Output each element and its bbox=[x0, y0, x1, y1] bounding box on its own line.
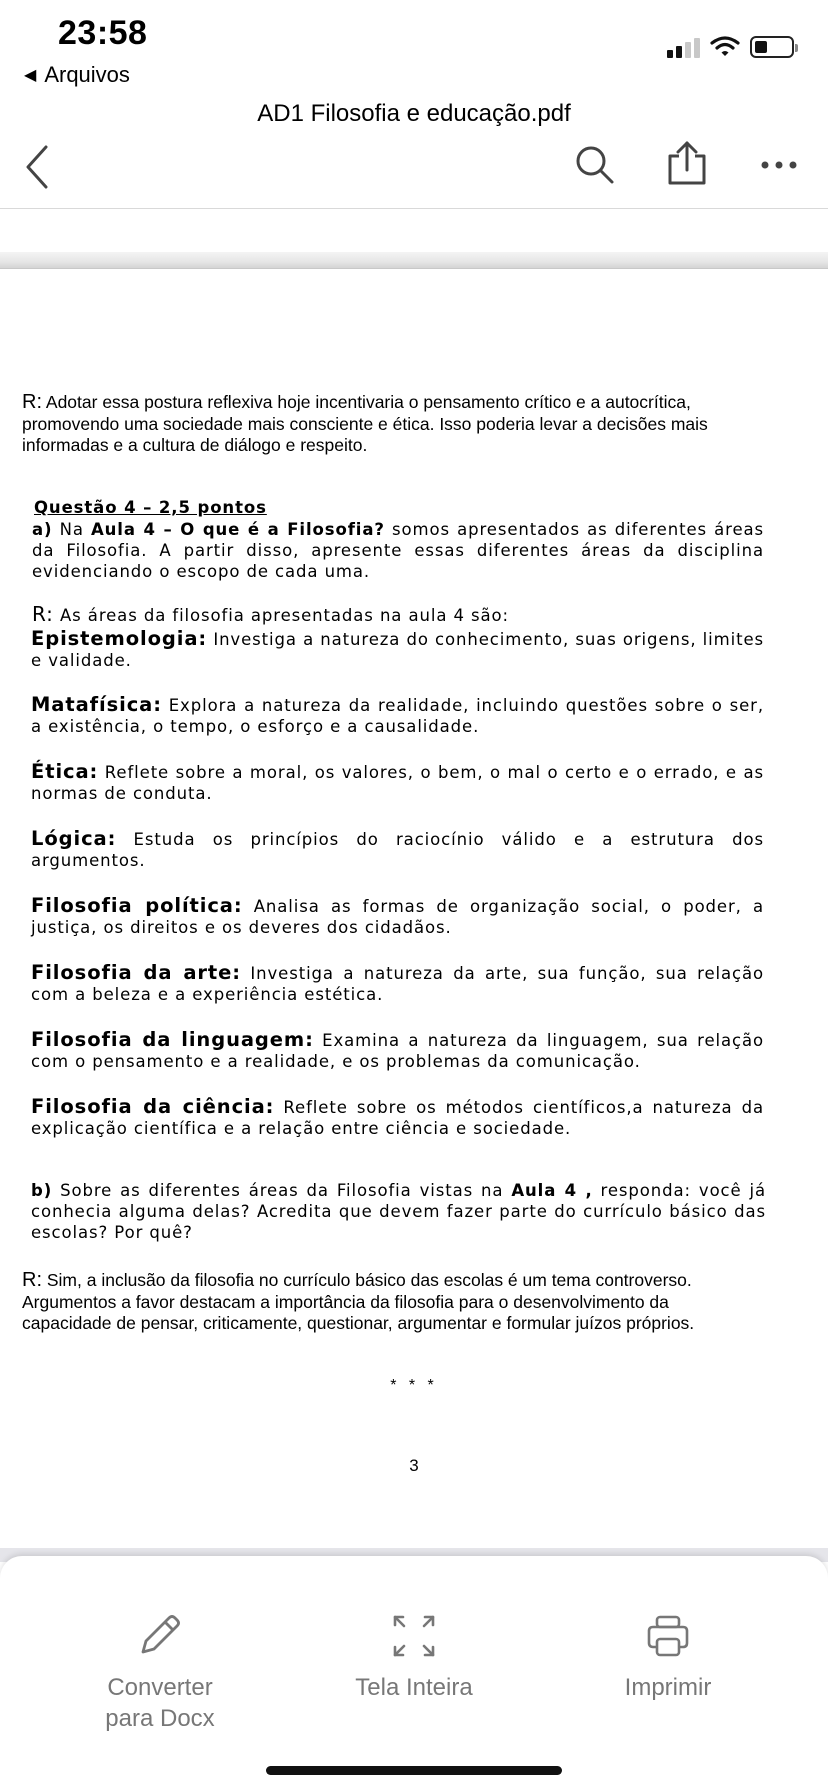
back-to-app-link[interactable] bbox=[24, 62, 130, 88]
answer-intro bbox=[32, 604, 772, 626]
area-term: Filosofia da arte: bbox=[31, 961, 241, 984]
area-term: Filosofia da ciência: bbox=[31, 1095, 275, 1118]
area-term: Matafísica: bbox=[31, 693, 162, 716]
area-logica bbox=[31, 828, 764, 871]
search-icon[interactable] bbox=[575, 145, 615, 185]
more-options-icon[interactable] bbox=[760, 160, 798, 170]
question-a bbox=[32, 519, 764, 582]
reply-label: R: bbox=[22, 1269, 42, 1291]
question-b-bold: Aula 4 , bbox=[511, 1181, 593, 1200]
area-desc: Estuda os princípios do raciocínio válido e a estrutura dos argumentos. bbox=[31, 830, 764, 870]
back-chevron-icon[interactable] bbox=[24, 145, 50, 189]
area-epistemologia bbox=[31, 628, 764, 671]
area-desc: Explora a natureza da realidade, incluindo questões sobre o ser, a existência, o tempo, o esforço e a causalidade. bbox=[31, 696, 764, 736]
section-separator: * * * bbox=[390, 1377, 438, 1394]
back-triangle-icon: ◀ bbox=[24, 67, 37, 84]
area-filosofia-ciencia bbox=[31, 1096, 764, 1139]
question-b-text: responda: você já conhecia alguma delas? Acredita que devem fazer parte do currículo básico das escolas? Por quê? bbox=[31, 1181, 766, 1242]
question-a-text: somos apresentados as diferentes áreas da Filosofia. A partir disso, apresente essas diferentes áreas da disciplina evidenciando o escopo de cada uma. bbox=[32, 520, 764, 581]
wifi-icon bbox=[710, 36, 740, 58]
area-desc: Examina a natureza da linguagem, sua relação com o pensamento e a realidade, e os problemas da comunicação. bbox=[31, 1031, 764, 1071]
area-desc: Reflete sobre a moral, os valores, o bem, o mal o certo e o errado, e as normas de conduta. bbox=[31, 763, 764, 803]
area-filosofia-politica bbox=[31, 895, 764, 938]
cellular-signal-icon bbox=[667, 36, 700, 58]
convert-docx-button[interactable] bbox=[80, 1612, 240, 1734]
print-label: Imprimir bbox=[624, 1674, 712, 1701]
area-metafisica bbox=[31, 694, 764, 737]
question-a-bold: Aula 4 – O que é a Filosofia? bbox=[90, 520, 385, 539]
fullscreen-button[interactable] bbox=[334, 1614, 494, 1703]
area-filosofia-linguagem bbox=[31, 1029, 764, 1072]
area-term: Filosofia política: bbox=[31, 894, 243, 917]
share-icon[interactable] bbox=[666, 140, 708, 186]
reply-paragraph-1 bbox=[22, 392, 762, 457]
document-title: AD1 Filosofia e educação.pdf bbox=[257, 100, 571, 127]
page-number: 3 bbox=[409, 1456, 419, 1475]
pdf-page[interactable] bbox=[0, 268, 828, 1556]
home-indicator bbox=[266, 1766, 562, 1775]
back-app-label: Arquivos bbox=[44, 62, 130, 87]
reply-text: Adotar essa postura reflexiva hoje incentivaria o pensamento crítico e a autocrítica, promovendo uma sociedade mais consciente e ética. Isso poderia levar a decisões mais informadas e a cultura de diálogo e respeito. bbox=[22, 392, 708, 455]
area-etica bbox=[31, 761, 764, 804]
area-term: Ética: bbox=[31, 760, 99, 783]
convert-label-line2: para Docx bbox=[105, 1705, 215, 1732]
area-desc: Reflete sobre os métodos científicos,a natureza da explicação científica e a relação entre ciência e sociedade. bbox=[31, 1098, 764, 1138]
question-b-pre: Sobre as diferentes áreas da Filosofia vistas na bbox=[52, 1181, 512, 1200]
question-heading: Questão 4 – 2,5 pontos bbox=[34, 498, 267, 517]
area-term: Epistemologia: bbox=[31, 627, 208, 650]
answer-intro-text: As áreas da filosofia apresentadas na aula 4 são: bbox=[53, 606, 509, 625]
area-desc: Analisa as formas de organização social, o poder, a justiça, os direitos e os deveres dos cidadãos. bbox=[31, 897, 764, 937]
pencil-icon bbox=[137, 1612, 183, 1658]
expand-icon bbox=[392, 1614, 436, 1658]
area-desc: Investiga a natureza do conhecimento, suas origens, limites e validade. bbox=[31, 630, 764, 670]
nav-divider bbox=[0, 208, 828, 209]
area-desc: Investiga a natureza da arte, sua função, sua relação com a beleza e a experiência estética. bbox=[31, 964, 764, 1004]
area-term: Lógica: bbox=[31, 827, 117, 850]
convert-label-line1: Converter bbox=[107, 1674, 213, 1701]
area-term: Filosofia da linguagem: bbox=[31, 1028, 314, 1051]
reply-text: Sim, a inclusão da filosofia no currículo básico das escolas é um tema controverso. Argumentos a favor destacam a importância da filosofia para o desenvolvimento da capacidade de pensar, criticamente, questionar, argumentar e formular juízos próprios. bbox=[22, 1270, 695, 1333]
question-a-pre: Na bbox=[52, 520, 91, 539]
question-b-prefix: b) bbox=[31, 1181, 53, 1200]
status-icons bbox=[667, 36, 794, 58]
reply-label: R: bbox=[22, 391, 42, 413]
answer-intro-label: R: bbox=[32, 602, 54, 626]
fullscreen-label: Tela Inteira bbox=[355, 1674, 473, 1701]
printer-icon bbox=[646, 1614, 690, 1658]
area-filosofia-arte bbox=[31, 962, 764, 1005]
reply-paragraph-2 bbox=[22, 1270, 762, 1335]
battery-icon bbox=[750, 36, 794, 58]
question-b bbox=[31, 1180, 766, 1243]
print-button[interactable] bbox=[588, 1614, 748, 1703]
question-a-prefix: a) bbox=[32, 520, 53, 539]
status-time: 23:58 bbox=[58, 14, 148, 52]
page-separator bbox=[0, 252, 828, 269]
